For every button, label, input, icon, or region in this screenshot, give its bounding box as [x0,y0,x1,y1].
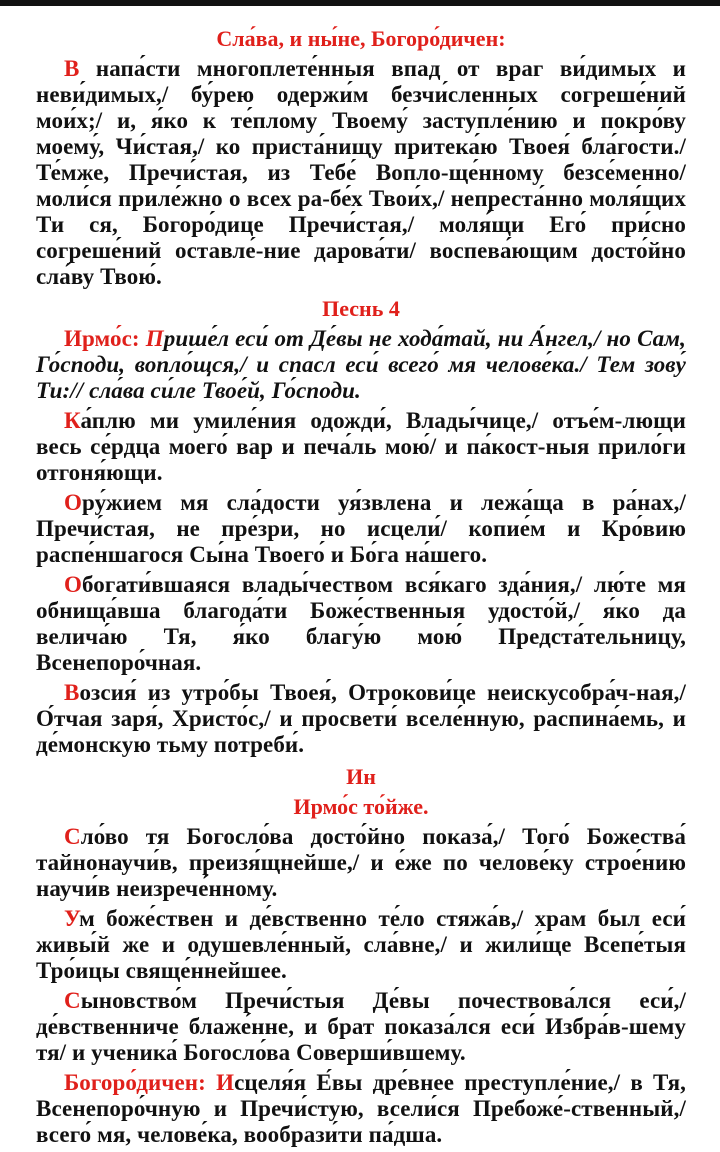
heading-in: Ин [346,764,376,789]
paragraph-text: рише́л еси́ от Де́вы не хода́тай, ни А́нгел,/ но Сам, Го́споди, вопло́щся,/ и спасл еси́ всего́ мя челове́ка./ Тем зову́ Ти:// сла́ва си́ле Твое́й, Го́споди. [36,326,686,403]
paragraph-troparion-6 [36,906,686,984]
irmos-label: Ирмо́с: [64,326,146,351]
initial-letter: К [64,408,81,433]
paragraph-text: озсия́ из утро́бы Твоея́, Отрокови́це неискусобра́ч-ная,/ О́тчая заря́, Христо́с,/ и просвети́ вселе́нную, распина́емь, и де́монскую тьму потреби́. [36,680,686,757]
initial-letter: О [64,490,82,515]
paragraph-troparion-5 [36,824,686,902]
paragraph-text: м боже́ствен и де́вственно те́ло стяжа́в,/ храм был еси́ живы́й же и одушевле́нный, сла́вне,/ и жили́ще Всепе́тыя Тро́ицы свяще́ннейшее. [36,906,686,983]
paragraph-theotokion-2 [36,1070,686,1148]
top-rule [0,0,720,6]
paragraph-troparion-7 [36,988,686,1066]
initial-letter: У [64,906,80,931]
paragraph-text: ыновство́м Пречи́стыя Де́вы почествова́лся еси́,/ де́вственниче блаже́нне, и брат показа́лся еси́ Избра́в-шему тя/ и ученика́ Богосло́ва Соверши́вшему. [36,988,686,1065]
heading-slava: Сла́ва, и ны́не, Богоро́дичен: [216,26,506,51]
text-column [36,26,686,1152]
paragraph-troparion-2 [36,490,686,568]
paragraph-text: ло́во тя Богосло́ва досто́йно показа́,/ Того́ Божества́ тайнонаучи́в, преизя́щнейше,/ и е́же по челове́ку строе́нию научи́в неизрече́нному. [36,824,686,901]
heading-irmos-same: Ирмо́с то́йже. [293,794,429,819]
paragraph-text: а́плю ми умиле́ния одожди́, Влады́чице,/ отъе́м-лющи весь се́рдца моего́ вар и печа́ль мою́/ и па́кост-ныя прило́ги отгоня́ющи. [36,408,686,485]
initial-letter: И [216,1070,235,1095]
paragraph-text: богати́вшаяся влады́чеством вся́каго зда́ния,/ лю́те мя обнища́вша благода́ти Боже́ственныя удосто́й,/ я́ко да велича́ю Тя, я́ко благу́ю мою́ Предста́тельницу, Всенепоро́чная. [36,572,686,675]
theotokion-label: Богоро́дичен: [64,1070,217,1095]
initial-letter: П [145,326,164,351]
initial-letter: В [64,56,80,81]
paragraph-theotokion-1 [36,56,686,290]
paragraph-text: сцеля́я Е́вы дре́внее преступле́ние,/ в Тя, Всенепоро́чную и Пречи́стую, всели́ся Пребоже́-ственный,/ всего́ мя, челове́ка, вообрази́ти па́дша. [36,1070,687,1147]
paragraph-troparion-4 [36,680,686,758]
paragraph-text: ру́жием мя сла́дости уя́звлена и лежа́ща в ра́нах,/ Пречи́стая, не пре́зри, но исцели́/ копие́м и Кро́вию распе́ншагося Сы́на Твоего́ и Бо́га на́шего. [36,490,686,567]
paragraph-troparion-3 [36,572,686,676]
paragraph-troparion-1 [36,408,686,486]
initial-letter: С [64,988,81,1013]
paragraph-irmos [36,326,686,404]
initial-letter: О [64,572,82,597]
initial-letter: В [64,680,80,705]
paragraph-text: напа́сти многоплете́нныя впад от враг ви́димых и неви́димых,/ бу́рею одержи́м безчи́сленных согреше́ний мои́х;/ и, я́ко к те́плому Твоему́ заступле́нию и покро́ву моему́, Чи́стая,/ ко приста́нищу притека́ю Твоея́ бла́гости./ Те́мже, Пречи́стая, из Тебе́ Вопло-ще́нному безсе́менно/ моли́ся приле́жно о всех ра-бе́х Твои́х,/ непреста́нно моля́щих Ти ся, Богоро́дице Пречи́стая,/ моля́щи Его́ при́сно согреше́ний оставле́-ние дарова́ти/ воспева́ющим досто́йно сла́ву Твою́. [36,56,686,289]
initial-letter: С [64,824,81,849]
heading-ode-4: Песнь 4 [322,296,400,321]
